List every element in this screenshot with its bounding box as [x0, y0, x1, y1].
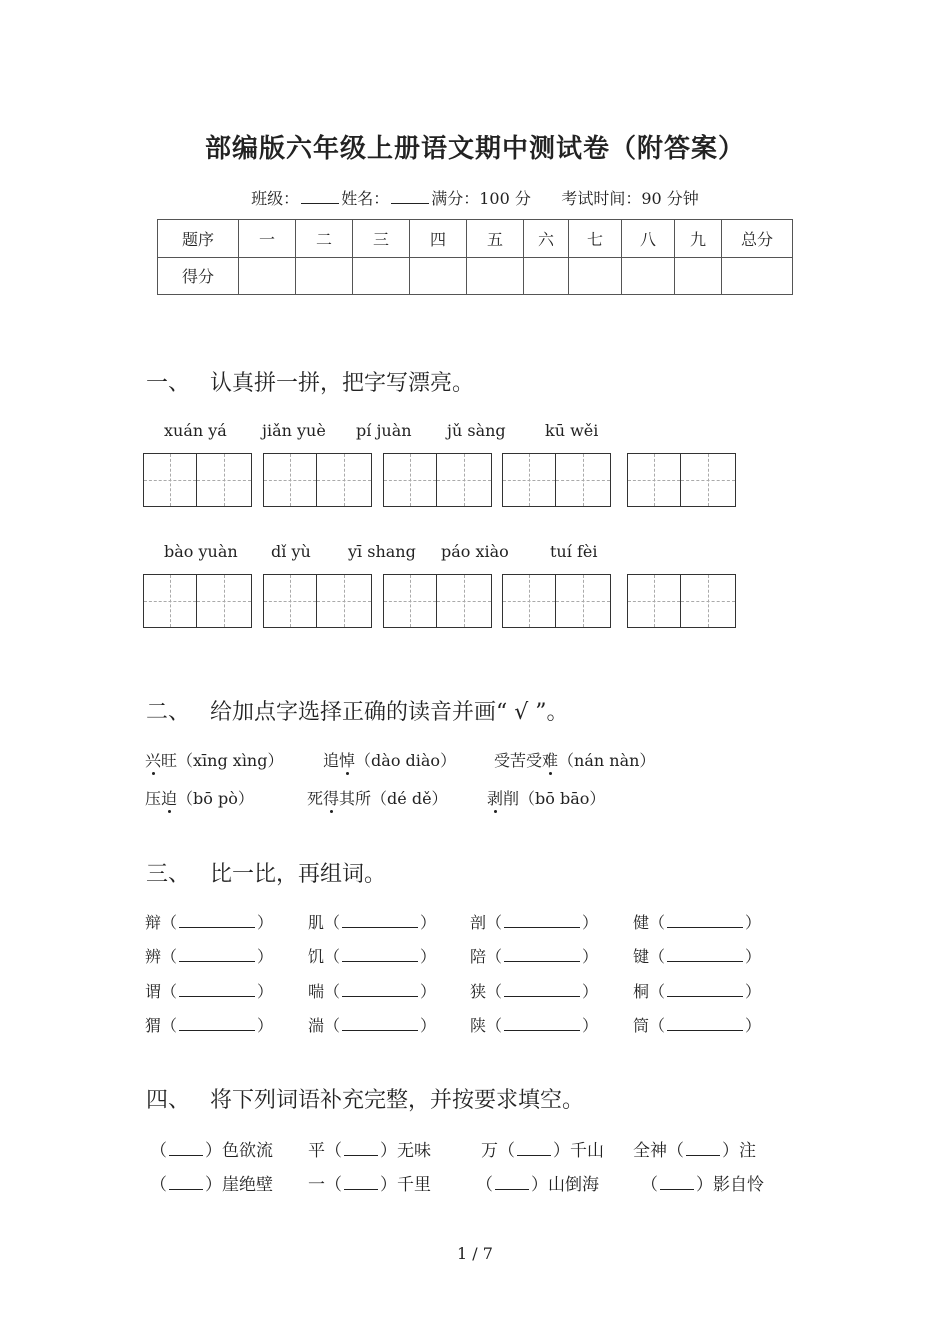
word-group-item[interactable]: 湍（ ）	[308, 1016, 437, 1035]
compare-char: 谓	[145, 982, 162, 1001]
answer-blank[interactable]	[169, 1177, 203, 1190]
section3-text: 比一比，再组词。	[210, 862, 387, 887]
section4-title	[146, 1083, 584, 1114]
compare-char: 饥	[308, 947, 325, 966]
grid-cell[interactable]	[502, 574, 556, 628]
writing-grid[interactable]	[383, 453, 492, 507]
grid-cell[interactable]	[263, 574, 317, 628]
answer-blank[interactable]	[504, 915, 580, 928]
writing-grid[interactable]	[143, 453, 252, 507]
score-cell[interactable]	[722, 257, 793, 295]
compare-char: 湍	[308, 1016, 325, 1035]
word-group-item[interactable]: 喘（ ）	[308, 982, 437, 1001]
answer-blank[interactable]	[179, 949, 255, 962]
grid-cell[interactable]	[383, 574, 437, 628]
writing-grid[interactable]	[502, 574, 611, 628]
dotted-char: 兴	[145, 748, 161, 771]
score-cell[interactable]	[524, 257, 569, 295]
idiom-fill[interactable]: 一（ ）千里	[308, 1175, 431, 1195]
section4-text: 将下列词语补充完整，并按要求填空。	[210, 1088, 585, 1113]
writing-grid[interactable]	[627, 453, 736, 507]
score-cell[interactable]	[410, 257, 467, 295]
table-header: 题序	[158, 220, 239, 258]
answer-blank[interactable]	[660, 1177, 694, 1190]
word-group-item[interactable]: 陕（ ）	[470, 1016, 599, 1035]
answer-blank[interactable]	[179, 1018, 255, 1031]
grid-cell[interactable]	[263, 453, 317, 507]
writing-grid[interactable]	[143, 574, 252, 628]
answer-blank[interactable]	[179, 915, 255, 928]
score-cell[interactable]	[239, 257, 296, 295]
word-group-item[interactable]: 狭（ ）	[470, 982, 599, 1001]
compare-char: 肌	[308, 913, 325, 932]
word-group-item[interactable]: 桐（ ）	[633, 982, 762, 1001]
word-group-item[interactable]: 辩（ ）	[145, 913, 274, 932]
idiom-fill[interactable]: （ ）影自怜	[641, 1175, 764, 1195]
idiom-fill[interactable]: （ ）山倒海	[476, 1175, 599, 1195]
pinyin: xuán yá	[164, 421, 227, 440]
table-header: 四	[410, 220, 467, 258]
section1-text: 认真拼一拼，把字写漂亮。	[210, 371, 475, 396]
table-header: 一	[239, 220, 296, 258]
table-header: 总分	[722, 220, 793, 258]
compare-char: 猬	[145, 1016, 162, 1035]
pinyin: yī shang	[348, 542, 416, 561]
dotted-char: 难	[542, 748, 558, 771]
table-header: 八	[622, 220, 675, 258]
reading-item[interactable]: 死得其所（dé dě）	[307, 786, 448, 809]
table-header: 五	[467, 220, 524, 258]
answer-blank[interactable]	[517, 1143, 551, 1156]
compare-char: 辩	[145, 913, 162, 932]
word-group-item[interactable]: 筒（ ）	[633, 1016, 762, 1035]
answer-blank[interactable]	[169, 1143, 203, 1156]
reading-item[interactable]: 追悼（dào diào）	[323, 748, 456, 771]
name-label: 姓名：	[341, 189, 390, 208]
section3-title	[146, 857, 386, 888]
compare-char: 狭	[470, 982, 487, 1001]
idiom-fill[interactable]: 平（ ）无味	[308, 1141, 431, 1161]
answer-blank[interactable]	[342, 915, 418, 928]
writing-grid[interactable]	[263, 453, 372, 507]
compare-char: 辨	[145, 947, 162, 966]
idiom-fill[interactable]: 全神（ ）注	[633, 1141, 756, 1161]
pinyin: jǔ sàng	[447, 421, 506, 440]
page-title: 部编版六年级上册语文期中测试卷（附答案）	[204, 134, 745, 164]
section2-num: 二、	[146, 700, 191, 725]
row-label: 得分	[158, 257, 239, 295]
dotted-char: 悼	[339, 748, 355, 771]
section2-title	[146, 695, 569, 726]
answer-blank[interactable]	[504, 984, 580, 997]
writing-grid[interactable]	[502, 453, 611, 507]
name-blank[interactable]	[391, 189, 429, 204]
score-cell[interactable]	[622, 257, 675, 295]
dotted-char: 得	[323, 786, 339, 809]
writing-grid[interactable]	[627, 574, 736, 628]
page-number: 1 / 7	[457, 1244, 493, 1263]
reading-item[interactable]: 剥削（bō bāo）	[487, 786, 605, 809]
answer-blank[interactable]	[667, 1018, 743, 1031]
grid-cell[interactable]	[143, 574, 197, 628]
word-group-item[interactable]: 饥（ ）	[308, 947, 437, 966]
compare-char: 陕	[470, 1016, 487, 1035]
word-group-item[interactable]: 健（ ）	[633, 913, 762, 932]
section1-title	[146, 366, 474, 397]
grid-cell[interactable]	[317, 574, 372, 628]
score-cell[interactable]	[675, 257, 722, 295]
score-table-row	[158, 257, 793, 295]
class-blank[interactable]	[301, 189, 339, 204]
answer-blank[interactable]	[344, 1143, 378, 1156]
grid-cell[interactable]	[197, 453, 252, 507]
section4-num: 四、	[146, 1088, 191, 1113]
word-group-item[interactable]: 键（ ）	[633, 947, 762, 966]
answer-blank[interactable]	[504, 1018, 580, 1031]
class-label: 班级：	[251, 189, 300, 208]
idiom-fill[interactable]: （ ）色欲流	[150, 1141, 273, 1161]
grid-cell[interactable]	[627, 574, 681, 628]
section2-text: 给加点字选择正确的读音并画“ √ ”。	[210, 700, 569, 725]
reading-item[interactable]: 压迫（bō pò）	[145, 786, 254, 809]
word-group-item[interactable]: 猬（ ）	[145, 1016, 274, 1035]
grid-cell[interactable]	[317, 453, 372, 507]
pinyin: tuí fèi	[550, 542, 598, 561]
pinyin: páo xiào	[441, 542, 509, 561]
section3-num: 三、	[146, 862, 191, 887]
answer-blank[interactable]	[667, 915, 743, 928]
answer-blank[interactable]	[344, 1177, 378, 1190]
table-header: 六	[524, 220, 569, 258]
pinyin: dǐ yù	[271, 542, 311, 561]
dotted-char: 剥	[487, 786, 503, 809]
idiom-fill[interactable]: （ ）崖绝壁	[150, 1175, 273, 1195]
answer-blank[interactable]	[495, 1177, 529, 1190]
word-group-item[interactable]: 剖（ ）	[470, 913, 599, 932]
word-group-item[interactable]: 谓（ ）	[145, 982, 274, 1001]
grid-cell[interactable]	[502, 453, 556, 507]
grid-cell[interactable]	[383, 453, 437, 507]
grid-cell[interactable]	[556, 453, 611, 507]
answer-blank[interactable]	[504, 949, 580, 962]
dotted-char: 迫	[161, 786, 177, 809]
score-table-header-row	[158, 220, 793, 258]
score-table	[157, 219, 793, 295]
grid-cell[interactable]	[437, 574, 492, 628]
reading-item[interactable]: 兴旺（xīng xìng）	[145, 748, 283, 771]
pinyin: pí juàn	[356, 421, 412, 440]
answer-blank[interactable]	[342, 984, 418, 997]
writing-grid[interactable]	[383, 574, 492, 628]
table-header: 九	[675, 220, 722, 258]
answer-blank[interactable]	[667, 984, 743, 997]
table-header: 三	[353, 220, 410, 258]
grid-cell[interactable]	[681, 453, 736, 507]
answer-blank[interactable]	[686, 1143, 720, 1156]
compare-char: 喘	[308, 982, 325, 1001]
grid-cell[interactable]	[681, 574, 736, 628]
writing-grid[interactable]	[263, 574, 372, 628]
score-cell[interactable]	[467, 257, 524, 295]
grid-cell[interactable]	[627, 453, 681, 507]
table-header: 二	[296, 220, 353, 258]
answer-blank[interactable]	[179, 984, 255, 997]
exam-time: 考试时间：90 分钟	[561, 189, 699, 208]
compare-char: 剖	[470, 913, 487, 932]
grid-cell[interactable]	[556, 574, 611, 628]
score-cell[interactable]	[569, 257, 622, 295]
answer-blank[interactable]	[342, 949, 418, 962]
answer-blank[interactable]	[667, 949, 743, 962]
score-cell[interactable]	[353, 257, 410, 295]
compare-char: 筒	[633, 1016, 650, 1035]
pinyin: jiǎn yuè	[262, 421, 326, 440]
grid-cell[interactable]	[197, 574, 252, 628]
pinyin: bào yuàn	[164, 542, 238, 561]
compare-char: 陪	[470, 947, 487, 966]
word-group-item[interactable]: 辨（ ）	[145, 947, 274, 966]
grid-cell[interactable]	[437, 453, 492, 507]
section1-num: 一、	[146, 371, 191, 396]
full-score: 满分：100 分	[431, 189, 531, 208]
word-group-item[interactable]: 陪（ ）	[470, 947, 599, 966]
pinyin: kū wěi	[545, 421, 599, 440]
reading-item[interactable]: 受苦受难（nán nàn）	[494, 748, 655, 771]
compare-char: 健	[633, 913, 650, 932]
compare-char: 键	[633, 947, 650, 966]
compare-char: 桐	[633, 982, 650, 1001]
exam-info	[0, 186, 950, 209]
idiom-fill[interactable]: 万（ ）千山	[481, 1141, 604, 1161]
table-header: 七	[569, 220, 622, 258]
answer-blank[interactable]	[342, 1018, 418, 1031]
score-cell[interactable]	[296, 257, 353, 295]
word-group-item[interactable]: 肌（ ）	[308, 913, 437, 932]
grid-cell[interactable]	[143, 453, 197, 507]
